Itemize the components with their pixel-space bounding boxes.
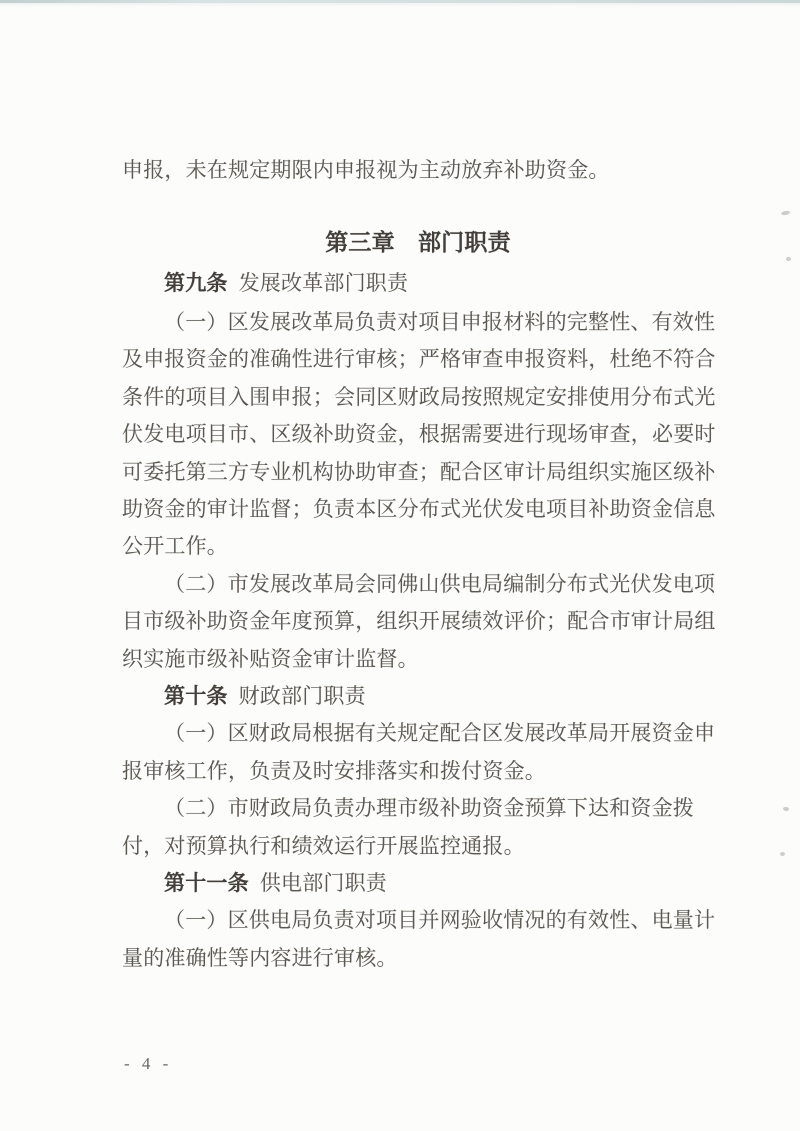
text-line: 条件的项目入围申报；会同区财政局按照规定安排使用分布式光 xyxy=(122,385,716,409)
text-line: （二）市财政局负责办理市级补助资金预算下达和资金拨 xyxy=(164,796,694,820)
article-heading xyxy=(122,681,756,711)
article-number: 第十条 xyxy=(164,684,228,708)
text-line: 报审核工作，负责及时安排落实和拨付资金。 xyxy=(122,759,546,783)
text-line: 付，对预算执行和绩效运行开展监控通报。 xyxy=(122,834,525,858)
article-heading xyxy=(122,868,756,898)
text-line: 可委托第三方专业机构协助审查；配合区审计局组织实施区级补 xyxy=(122,460,716,484)
text-line: 申报，未在规定期限内申报视为主动放弃补助资金。 xyxy=(122,158,610,182)
article-title: 财政部门职责 xyxy=(238,684,366,708)
text-line: （一）区财政局根据有关规定配合区发展改革局开展资金申 xyxy=(164,721,716,745)
text-line: （一）区供电局负责对项目并网验收情况的有效性、电量计 xyxy=(164,908,716,932)
text-line: （二）市发展改革局会同佛山供电局编制分布式光伏发电项 xyxy=(164,572,716,596)
text-line: 伏发电项目市、区级补助资金，根据需要进行现场审查，必要时 xyxy=(122,422,716,446)
article-heading xyxy=(122,268,756,298)
article-number: 第十一条 xyxy=(164,871,249,895)
text-line: 公开工作。 xyxy=(122,534,228,558)
article-title: 供电部门职责 xyxy=(259,871,388,895)
text-line: 助资金的审计监督；负责本区分布式光伏发电项目补助资金信息 xyxy=(122,497,716,521)
text-line: 目市级补助资金年度预算，组织开展绩效评价；配合市审计局组 xyxy=(122,609,716,633)
text-line: （一）区发展改革局负责对项目申报材料的完整性、有效性 xyxy=(164,310,716,334)
chapter-heading: 第三章 部门职责 xyxy=(325,230,511,255)
article-number: 第九条 xyxy=(164,271,228,295)
text-line: 织实施市级补贴资金审计监督。 xyxy=(122,647,419,671)
page-number: - 4 - xyxy=(124,1054,173,1073)
article-title: 发展改革部门职责 xyxy=(238,271,409,295)
text-line: 量的准确性等内容进行审核。 xyxy=(122,946,398,970)
text-line: 及申报资金的准确性进行审核；严格审查申报资料，杜绝不符合 xyxy=(122,347,716,371)
